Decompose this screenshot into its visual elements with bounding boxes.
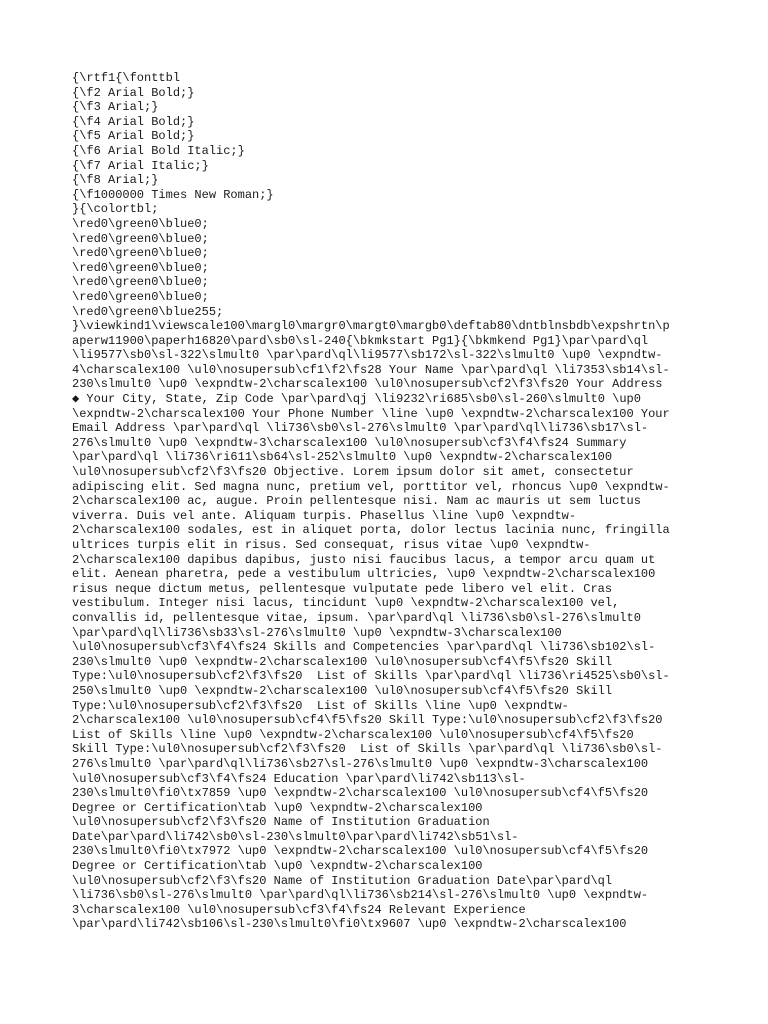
rtf-line: 250\slmult0 \up0 \expndtw-2\charscalex100 \ul0\nosupersub\cf4\f5\fs20 Skill [72, 683, 613, 698]
rtf-line: {\f8 Arial;} [72, 173, 159, 188]
rtf-line: {\f6 Arial Bold Italic;} [72, 143, 245, 158]
rtf-line: 2\charscalex100 sodales, est in aliquet porta, dolor lectus lacinia nunc, fringilla [72, 523, 670, 538]
rtf-line: \par\pard\ql \li736\ri611\sb64\sl-252\slmult0 \up0 \expndtw-2\charscalex100 [72, 450, 613, 465]
rtf-line: 2\charscalex100 ac, augue. Proin pellentesque nisi. Nam ac mauris ut sem luctus [72, 494, 641, 509]
rtf-line: Degree or Certification\tab \up0 \expndtw-2\charscalex100 [72, 859, 483, 874]
rtf-line: \li9577\sb0\sl-322\slmult0 \par\pard\ql\li9577\sb172\sl-322\slmult0 \up0 \expndtw- [72, 348, 663, 363]
rtf-line: \red0\green0\blue0; [72, 260, 209, 275]
rtf-line: adipiscing elit. Sed magna nunc, pretium vel, porttitor vel, rhoncus \up0 \expndtw- [72, 479, 670, 494]
rtf-line: \ul0\nosupersub\cf3\f4\fs24 Skills and Competencies \par\pard\ql \li736\sb102\sl- [72, 640, 656, 655]
rtf-line: List of Skills \line \up0 \expndtw-2\charscalex100 \ul0\nosupersub\cf4\f5\fs20 [72, 727, 634, 742]
rtf-line: }{\colortbl; [72, 202, 159, 217]
rtf-line: \red0\green0\blue0; [72, 231, 209, 246]
rtf-line: viverra. Duis vel ante. Aliquam turpis. Phasellus \line \up0 \expndtw- [72, 508, 577, 523]
rtf-line: \ul0\nosupersub\cf3\f4\fs24 Education \par\pard\li742\sb113\sl- [72, 771, 526, 786]
rtf-line: \ul0\nosupersub\cf2\f3\fs20 Objective. Lorem ipsum dolor sit amet, consectetur [72, 465, 634, 480]
rtf-line: 2\charscalex100 \ul0\nosupersub\cf4\f5\fs20 Skill Type:\ul0\nosupersub\cf2\f3\fs20 [72, 713, 663, 728]
rtf-line: \red0\green0\blue0; [72, 246, 209, 261]
rtf-source-text [72, 71, 702, 932]
rtf-line: 230\slmult0 \up0 \expndtw-2\charscalex100 \ul0\nosupersub\cf4\f5\fs20 Skill [72, 654, 613, 669]
rtf-line: \red0\green0\blue0; [72, 289, 209, 304]
rtf-line: }\viewkind1\viewscale100\margl0\margr0\margt0\margb0\deftab80\dntblnsbdb\expshrtn\p [72, 319, 670, 334]
rtf-line: risus neque dictum metus, pellentesque vulputate pede libero vel elit. Cras [72, 581, 613, 596]
rtf-line: \red0\green0\blue0; [72, 216, 209, 231]
rtf-line: \par\pard\ql\li736\sb33\sl-276\slmult0 \up0 \expndtw-3\charscalex100 [72, 625, 562, 640]
rtf-line: convallis id, pellentesque vitae, ipsum. \par\pard\ql \li736\sb0\sl-276\slmult0 [72, 610, 641, 625]
rtf-line: 2\charscalex100 dapibus dapibus, justo nisi faucibus lacus, a tempor arcu quam ut [72, 552, 656, 567]
rtf-line: 4\charscalex100 \ul0\nosupersub\cf1\f2\fs28 Your Name \par\pard\ql \li7353\sb14\sl- [72, 362, 670, 377]
rtf-line: 276\slmult0 \up0 \expndtw-3\charscalex100 \ul0\nosupersub\cf3\f4\fs24 Summary [72, 435, 627, 450]
rtf-line: \li736\sb0\sl-276\slmult0 \par\pard\ql\li736\sb214\sl-276\slmult0 \up0 \expndtw- [72, 888, 649, 903]
rtf-line: Type:\ul0\nosupersub\cf2\f3\fs20 List of Skills \line \up0 \expndtw- [72, 698, 569, 713]
rtf-line: \expndtw-2\charscalex100 Your Phone Number \line \up0 \expndtw-2\charscalex100 Your [72, 406, 670, 421]
rtf-line: Degree or Certification\tab \up0 \expndtw-2\charscalex100 [72, 800, 483, 815]
rtf-line: Skill Type:\ul0\nosupersub\cf2\f3\fs20 List of Skills \par\pard\ql \li736\sb0\sl- [72, 742, 663, 757]
rtf-line: {\rtf1{\fonttbl [72, 71, 181, 85]
rtf-line: {\f1000000 Times New Roman;} [72, 187, 274, 202]
rtf-line: 230\slmult0\fi0\tx7972 \up0 \expndtw-2\charscalex100 \ul0\nosupersub\cf4\f5\fs20 [72, 844, 649, 859]
rtf-line: 230\slmult0\fi0\tx7859 \up0 \expndtw-2\charscalex100 \ul0\nosupersub\cf4\f5\fs20 [72, 786, 649, 801]
rtf-line: Email Address \par\pard\ql \li736\sb0\sl-276\slmult0 \par\pard\ql\li736\sb17\sl- [72, 421, 649, 436]
rtf-line: 3\charscalex100 \ul0\nosupersub\cf3\f4\fs24 Relevant Experience [72, 902, 526, 917]
rtf-line: 230\slmult0 \up0 \expndtw-2\charscalex100 \ul0\nosupersub\cf2\f3\fs20 Your Address [72, 377, 663, 392]
rtf-line: vestibulum. Integer nisi lacus, tincidunt \up0 \expndtw-2\charscalex100 vel, [72, 596, 620, 611]
rtf-line: {\f4 Arial Bold;} [72, 114, 195, 129]
rtf-line: \ul0\nosupersub\cf2\f3\fs20 Name of Institution Graduation [72, 815, 490, 830]
rtf-line: \red0\green0\blue0; [72, 275, 209, 290]
rtf-line: aperw11900\paperh16820\pard\sb0\sl-240{\bkmkstart Pg1}{\bkmkend Pg1}\par\pard\ql [72, 333, 649, 348]
rtf-line: ◆ Your City, State, Zip Code \par\pard\qj \li9232\ri685\sb0\sl-260\slmult0 \up0 [72, 392, 641, 407]
rtf-line: \par\pard\li742\sb106\sl-230\slmult0\fi0\tx9607 \up0 \expndtw-2\charscalex100 [72, 917, 627, 932]
rtf-line: Date\par\pard\li742\sb0\sl-230\slmult0\par\pard\li742\sb51\sl- [72, 829, 519, 844]
rtf-line: 276\slmult0 \par\pard\ql\li736\sb27\sl-276\slmult0 \up0 \expndtw-3\charscalex100 [72, 756, 649, 771]
rtf-line: {\f5 Arial Bold;} [72, 129, 195, 144]
rtf-line: \ul0\nosupersub\cf2\f3\fs20 Name of Institution Graduation Date\par\pard\ql [72, 873, 613, 888]
rtf-line: elit. Aenean pharetra, pede a vestibulum ultricies, \up0 \expndtw-2\charscalex100 [72, 567, 656, 582]
rtf-line: {\f2 Arial Bold;} [72, 85, 195, 100]
rtf-line: Type:\ul0\nosupersub\cf2\f3\fs20 List of Skills \par\pard\ql \li736\ri4525\sb0\sl- [72, 669, 670, 684]
rtf-line: {\f3 Arial;} [72, 100, 159, 115]
rtf-line: \red0\green0\blue255; [72, 304, 224, 319]
rtf-line: ultrices turpis elit in risus. Sed consequat, risus vitae \up0 \expndtw- [72, 538, 591, 552]
rtf-line: {\f7 Arial Italic;} [72, 158, 209, 173]
